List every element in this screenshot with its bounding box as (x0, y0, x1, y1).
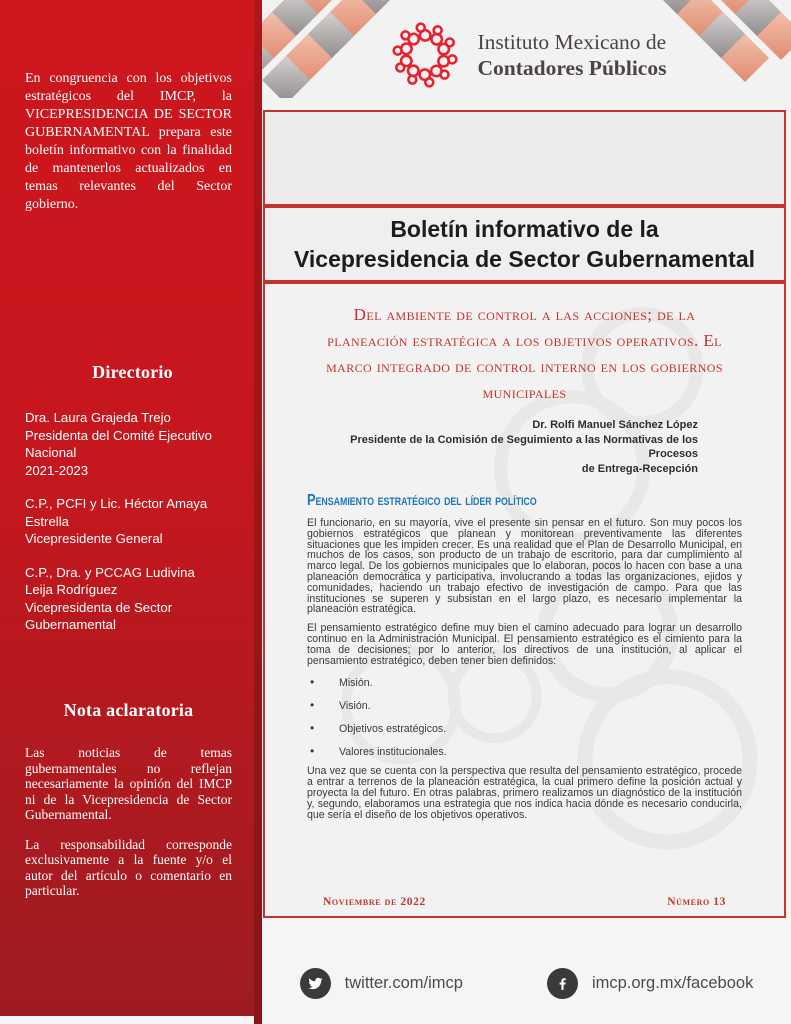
directory-entry-line: Vicepresidenta de Sector Gubernamental (25, 599, 173, 632)
bullet-item: • Visión. (307, 701, 742, 712)
article-paragraph: El pensamiento estratégico define muy bien el camino adecuado para lograr un desarrollo continuo en la Administración Municipal. El pensamiento estratégico es el cimiento para la toma de decisiones; por lo anterior, los directivos de una institución, al aplicar el pensamiento estratégico, deben tener bien definidos: (307, 622, 742, 667)
issue-date: Noviembre de 2022 (323, 896, 426, 908)
directory-entry (25, 495, 240, 548)
bullet-item: • Valores institucionales. (307, 747, 742, 758)
bullet-list (307, 678, 742, 758)
directory-entry-line: Dra. Laura Grajeda Trejo (25, 410, 171, 425)
imcp-logo-icon (387, 17, 463, 93)
social-footer (262, 918, 791, 1024)
article-title: Del ambiente de control a las acciones; de la planeación estratégica a los objetivos operativos. El marco integrado de control interno en los gobiernos municipales (326, 305, 723, 402)
facebook-label: imcp.org.mx/facebook (591, 973, 754, 992)
decorative-panel (263, 110, 786, 206)
twitter-icon (300, 968, 331, 999)
article-paragraph: El funcionario, en su mayoría, vive el presente sin pensar en el futuro. Son muy pocos los gobiernos estratégicos que planean y monitorean preventivamente las diferentes situaciones que les impiden crecer. Es una realidad que el Plan de Desarrollo Municipal, en muchos de los casos, son producto de un trabajo de escritorio, para dar cumplimiento al marco legal. De los gobiernos municipales que lo elaboran, pocos lo hacen con base a una planeación democrática y participativa, involucrando a todas las organizaciones, ejidos y comunidades, haciendo un trabajo efectivo de investigación de campo. Para que las instituciones se superen y subsistan en el largo plazo, es necesario implementar la planeación estratégica. (307, 517, 742, 616)
bullet-item: • Objetivos estratégicos. (307, 724, 742, 735)
sidebar-intro-text: En congruencia con los objetivos estratégicos del IMCP, la VICEPRESIDENCIA DE SECTOR GUBERNAMENTAL prepara este boletín informativo con la finalidad de mantenerlos actualizados en temas relevantes del Sector gobierno. (25, 71, 232, 212)
sidebar (0, 0, 254, 1016)
bullet-item: • Misión. (307, 678, 742, 689)
section-heading: Pensamiento estratégico del líder político (307, 492, 537, 509)
bulletin-title-line1: Boletín informativo de la (390, 216, 659, 242)
author-role-line1: Presidente de la Comisión de Seguimiento a las Normativas de los Procesos (350, 433, 698, 460)
article-paragraph: Una vez que se cuenta con la perspectiva que resulta del pensamiento estratégico, procede a entrar a terrenos de la planeación estratégica, la cual primero define la posición actual y proyecta la del futuro. En otras palabras, primero realizamos un diagnóstico de la institución y, segundo, elaboramos una estrategia que nos indica hacia dónde es necesario conducirla, que sería el diseño de los objetivos operativos. (307, 765, 742, 821)
directory-entry (25, 409, 240, 479)
issue-row (323, 896, 726, 908)
bulletin-title-banner (263, 206, 786, 282)
directory-entry-line: C.P., Dra. y PCCAG Ludivina (25, 564, 195, 580)
bulletin-title-line2: Vicepresidencia de Sector Gubernamental (293, 246, 756, 272)
org-name (478, 29, 667, 81)
disclaimer-title: Nota aclaratoria (63, 700, 194, 720)
twitter-label: twitter.com/imcp (344, 973, 463, 992)
directory-entry (25, 564, 240, 634)
main-column (262, 0, 791, 1024)
author-block (307, 418, 698, 476)
directory-title: Directorio (92, 362, 173, 382)
twitter-link[interactable] (300, 968, 463, 999)
disclaimer-paragraph: La responsabilidad corresponde exclusivamente a la fuente y/o el autor del artículo o comentario en particular. (25, 836, 232, 898)
article-panel (263, 282, 786, 918)
author-role-line2: de Entrega-Recepción (581, 462, 698, 475)
org-name-line1: Instituto Mexicano de (477, 29, 667, 54)
author-name: Dr. Rolfi Manuel Sánchez López (532, 419, 698, 431)
directory-entry-line: 2021-2023 (25, 462, 89, 478)
article-content (265, 302, 784, 820)
directory-entry-line: Leija Rodríguez (25, 582, 118, 597)
directory-section (25, 362, 240, 634)
directory-entry-line: C.P., PCFI y Lic. Héctor Amaya Estrella (25, 496, 208, 529)
directory-entry-line: Vicepresidente General (25, 531, 163, 546)
disclaimer-paragraph: Las noticias de temas gubernamentales no reflejan necesariamente la opinión del IMCP ni de la Vicepresidencia de Sector Gubernamental. (25, 745, 232, 822)
org-header (262, 0, 791, 110)
sidebar-divider (254, 0, 262, 1024)
directory-entry-line: Presidenta del Comité Ejecutivo Nacional (25, 427, 212, 460)
org-name-line2: Contadores Públicos (477, 56, 667, 80)
issue-number: Número 13 (667, 896, 726, 908)
disclaimer-section (25, 700, 232, 899)
facebook-link[interactable] (547, 968, 753, 999)
facebook-icon (547, 968, 578, 999)
